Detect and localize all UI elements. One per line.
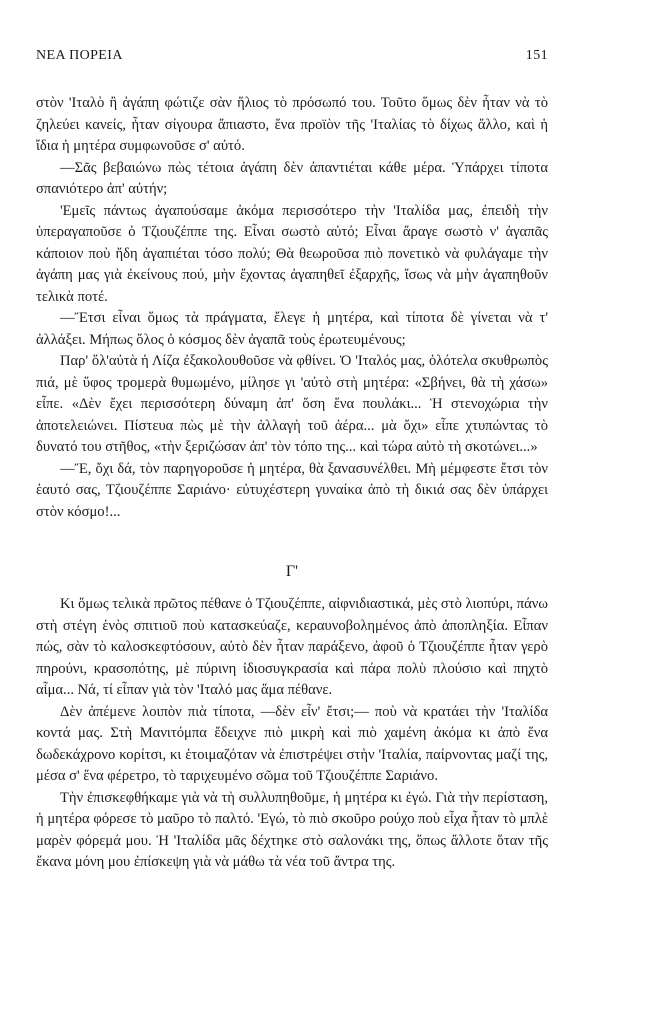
paragraph: —Ἔ, ὄχι δά, τὸν παρηγοροῦσε ἡ μητέρα, θὰ ξανασυνέλθει. Μὴ μέμφεστε ἔτσι τὸν ἑαυτό σας, Τζιουζέππε Σαριάνο· εὐτυχέστερη γυναίκα ἀπὸ τὴ δικιά σας δὲν ὑπάρχει στὸν κόσμο!...	[36, 460, 548, 520]
paragraph: Τὴν ἐπισκεφθήκαμε γιὰ νὰ τὴ συλλυπηθοῦμε, ἡ μητέρα κι ἐγώ. Γιὰ τὴν περίσταση, ἡ μητέρα φόρεσε τὸ μαῦρο τὸ παλτό. 'Εγώ, τὸ πιὸ σκοῦρο ρούχο ποὺ εἶχα ἦταν τὸ μπλὲ μαρὲν φόρεμά μου. Ἡ 'Ιταλίδα μᾶς δέχτηκε στὸ σαλονάκι της, ὅπως ἄλλοτε ὅταν τῆς ἔκανα μόνη μου ἐπίσκεψη γιὰ νὰ μάθω τὰ νέα τοῦ ἄντρα της.	[36, 789, 548, 870]
page-number: 151	[525, 48, 548, 63]
running-title: ΝΕΑ ΠΟΡΕΙΑ	[36, 48, 123, 63]
paragraph: Δὲν ἀπέμενε λοιπὸν πιὰ τίποτα, —δὲν εἶν' ἔτσι;— ποὺ νὰ κρατάει τὴν 'Ιταλίδα κοντά μας. Στὴ Μανιτόμπα ἔδειχνε πιὸ μικρὴ καὶ πιὸ χαμένη ἀκόμα κι ἀπὸ ἕνα δωδεκάχρονο κορίτσι, κι ἑτοιμαζόταν νὰ ἐπιστρέψει στὴν 'Ιταλία, παίρνοντας μαζί της, μέσα σ' ἕνα φέρετρο, τὸ ταριχευμένο σῶμα τοῦ Τζιουζέππε Σαριάνο.	[36, 703, 548, 784]
body-text	[36, 93, 548, 523]
running-head	[36, 48, 548, 68]
paragraph: 'Εμεῖς πάντως ἀγαπούσαμε ἀκόμα περισσότερο τὴν 'Ιταλίδα μας, ἐπειδὴ τὴν ὑπεραγαποῦσε ὁ Τζιουζέππε της. Εἶναι σωστὸ αὐτό; Εἶναι ἄραγε σωστὸ ν' ἀγαπᾶς κάποιον ποὺ ἤδη ἀγαπιέται τόσο πολύ; Θὰ θεωροῦσα πιὸ πονετικὸ νὰ φυλάγαμε τὴν ἀγάπη μας γιὰ ἐκείνους πού, μὴν ἔχοντας ἀγαπηθεῖ ἐξαρχῆς, ἴσως νὰ μὴν ἀγαπηθοῦν τελικὰ ποτέ.	[36, 202, 548, 305]
paragraph: —Ἔτσι εἶναι ὅμως τὰ πράγματα, ἔλεγε ἡ μητέρα, καὶ τίποτα δὲ γίνεται νὰ τ' ἀλλάξει. Μήπως ὅλος ὁ κόσμος δὲν ἀγαπᾶ τοὺς ἐρωτευμένους;	[36, 310, 548, 348]
paragraph: Κι ὅμως τελικὰ πρῶτος πέθανε ὁ Τζιουζέππε, αἰφνιδιαστικά, μὲς στὸ λιοπύρι, πάνω στὴ στέγη ἑνὸς σπιτιοῦ ποὺ κατασκεύαζε, κεραυνοβολημένος ἀπὸ ἀποπληξία. Εἶπαν πώς, σὰν τὸ καλοσκεφτόσουν, αὐτὸ δὲν ἦταν παράξενο, ἀφοῦ ὁ Τζιουζέππε ἦταν γερὸ πηρούνι, κρασοπότης, μὲ πύρινη ἰδιοσυγκρασία καὶ πάρα πολὺ πλούσιο καὶ πηχτὸ αἷμα... Νά, τί εἶπαν γιὰ τὸν 'Ιταλό μας ἅμα πέθανε.	[36, 596, 548, 698]
section-body-text	[36, 594, 548, 874]
paragraph: στὸν 'Ιταλὸ ἢ ἀγάπη φώτιζε σὰν ἥλιος τὸ πρόσωπό του. Τοῦτο ὅμως δὲν ἦταν νὰ τὸ ζηλεύει κανείς, ἦταν σίγουρα ἄπιαστο, ἕνα προϊὸν τῆς 'Ιταλίας τὸ δίχως ἄλλο, καὶ ἡ ἴδια ἡ μητέρα συμφωνοῦσε σ' αὐτό.	[36, 95, 548, 154]
paragraph: Παρ' ὅλ'αὐτὰ ἡ Λίζα ἐξακολουθοῦσε νὰ φθίνει. Ὁ 'Ιταλός μας, ὁλότελα σκυθρωπὸς πιά, μὲ ὕφος τρομερὰ θυμωμένο, μίλησε γι 'αὐτὸ στὴ μητέρα: «Σβήνει, θὰ τὴ χάσω» εἶπε. «Δὲν ἔχει περισσότερη δύναμη ἀπ' ὅση ἕνα πουλάκι... Ἡ στενοχώρια τὴν ἀποτελειώνει. Πίστευα πὼς μὲ τὴν ἀλλαγὴ τοῦ ἀέρα... μὰ ὄχι» εἶπε χτυπώντας τὸ δυνατό του στῆθος, «τὴν ξεριζώσαν ἀπ' τὸν τόπο της... καὶ τώρα αὐτὸ τὴ σκοτώνει...»	[36, 353, 548, 455]
paragraph: —Σᾶς βεβαιώνω πὼς τέτοια ἀγάπη δὲν ἀπαντιέται κάθε μέρα. Ὑπάρχει τίποτα σπανιότερο ἀπ' αὐτήν;	[36, 159, 548, 197]
section-heading: Γ'	[285, 563, 299, 580]
